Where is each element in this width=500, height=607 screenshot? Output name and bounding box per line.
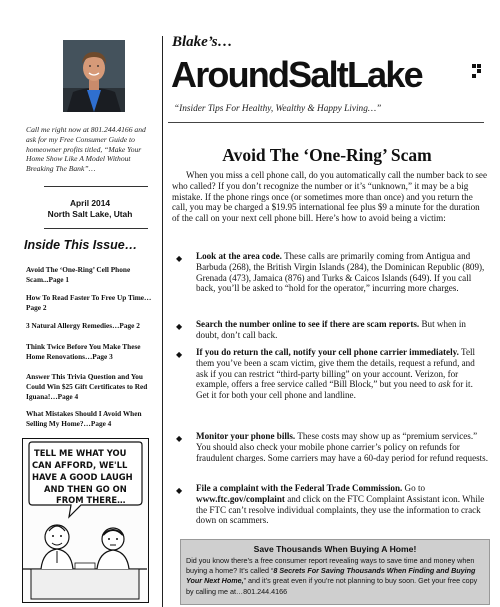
cartoon-caption-line: AND THEN GO ON [44, 484, 127, 494]
toc-item[interactable]: What Mistakes Should I Avoid When Selling My Home?…Page 4 [26, 409, 142, 428]
promo-title: Save Thousands When Buying A Home! [253, 544, 417, 554]
tip-lead: Search the number online to see if there are scam reports. [196, 319, 420, 329]
cartoon-caption-line: CAN AFFORD, WE'LL [32, 460, 128, 470]
promo-report-title: 8 Secrets For Saving Thousands When Finding and Buying Your Next Home, [186, 566, 476, 586]
bullet-icon: ◆ [176, 322, 183, 331]
promo-box [180, 539, 490, 605]
promo-body-end: ” and it’s great even if you’re not planning to buy soon. Get your free copy by calling me at…801.244.4166 [186, 576, 478, 596]
tip-lead: File a complaint with the Federal Trade Commission. [196, 483, 403, 493]
tip-text: These calls are primarily coming from Antigua and Barbuda (268), the British Virgin Islands (284), the Dominican Republic (809), Grenada (473), Jamaica (876) and Turks & Caicos Islands (649). If you call back, you’ll be asked to “hold for the operator,” incurring more charges. [196, 251, 485, 294]
promo-body-start: Did you know there’s a free consumer report revealing ways to save time and money when buying a home? It’s called “ [186, 556, 475, 576]
bullet-icon: ◆ [176, 350, 183, 359]
promo-body [186, 556, 486, 597]
tip-emphasis: ask [438, 379, 451, 390]
cartoon-caption-line: HAVE A GOOD LAUGH [32, 472, 133, 482]
tip-text: These costs may show up as “premium services.” You should also check your mobile phone carrier’s policy on refunds for fraudulent charges. Some carriers may have a 60-day period for refund requests. [196, 431, 488, 463]
issue-date: April 2014 [69, 198, 111, 208]
consumer-guide-callout: Call me right now at 801.244.4166 and ask for my Free Consumer Guide to homeowner profits titled, “Make Your Home Show Like A Model Without Breaking The Bank”… [26, 125, 146, 174]
cartoon-caption-line: TELL ME WHAT YOU [34, 448, 127, 458]
toc-item[interactable]: Answer This Trivia Question and You Could Win $25 Gift Certificates to Red Iguana!…Page 4 [26, 372, 148, 401]
tip-text: Tell them you’ve been a scam victim, give them the details, request a refund, and ask if you can restrict “third-party billing” on your account. Verizon, for example, offers a free service called “Bill Block,” but you need to [196, 347, 476, 390]
tip-item [196, 251, 488, 294]
tagline: “Insider Tips For Healthy, Wealthy & Happy Living…” [174, 104, 382, 114]
masthead-rule [168, 122, 484, 123]
tip-item [196, 483, 488, 526]
bullet-icon: ◆ [176, 434, 183, 443]
tip-lead: If you do return the call, notify your cell phone carrier immediately. [196, 347, 459, 357]
tip-text-tail: and click on the FTC Complaint Assistant icon. While the FTC can’t resolve individual complaints, they use the information to crack down on scammers. [196, 493, 485, 526]
sidebar-rule-top [44, 186, 148, 187]
newsletter-logo: AroundSaltLake [171, 54, 422, 95]
tip-item [196, 431, 488, 463]
toc-item[interactable]: Avoid The ‘One-Ring’ Cell Phone Scam...Page 1 [26, 265, 131, 284]
sidebar [0, 0, 162, 607]
author-photo [63, 40, 125, 112]
ftc-complaint-link[interactable]: www.ftc.gov/complaint [196, 493, 285, 504]
tip-lead: Look at the area code. [196, 251, 282, 261]
toc-item[interactable]: How To Read Faster To Free Up Time…Page 2 [26, 293, 152, 312]
toc-item[interactable]: Think Twice Before You Make These Home Renovations…Page 3 [26, 342, 141, 361]
tip-text: But when in doubt, don’t call back. [196, 319, 466, 340]
tip-lead: Monitor your phone bills. [196, 431, 296, 441]
tip-text: Go to [402, 483, 426, 493]
tip-item [196, 319, 488, 341]
article-headline: Avoid The ‘One-Ring’ Scam [222, 145, 432, 165]
sidebar-rule-bottom [44, 228, 148, 229]
logo-mark-icon [472, 64, 482, 78]
masthead-kicker: Blake’s… [172, 34, 233, 50]
cartoon-caption-line: FROM THERE… [56, 495, 126, 505]
issue-location: North Salt Lake, Utah [47, 209, 133, 219]
article-intro: When you miss a cell phone call, do you automatically call the number back to see who called? If you don’t recognize the number or it’s “unknown,” it may be a big mistake. If the phone rings once (or sometimes more than once) and you return the call, you may be charged a $19.95 international fee plus $9 a minute for the duration of the call on your next cell phone bill. Here’s how to avoid being a victim: [172, 170, 488, 224]
bullet-icon: ◆ [176, 254, 183, 263]
tip-item [196, 347, 488, 401]
toc-item[interactable]: 3 Natural Allergy Remedies…Page 2 [26, 321, 140, 330]
cartoon-illustration [22, 438, 149, 603]
inside-this-issue-heading: Inside This Issue… [24, 238, 138, 252]
bullet-icon: ◆ [176, 486, 183, 495]
column-divider [162, 36, 163, 607]
tip-text-tail: for it. Get it for both your cell phone and landline. [196, 379, 473, 401]
